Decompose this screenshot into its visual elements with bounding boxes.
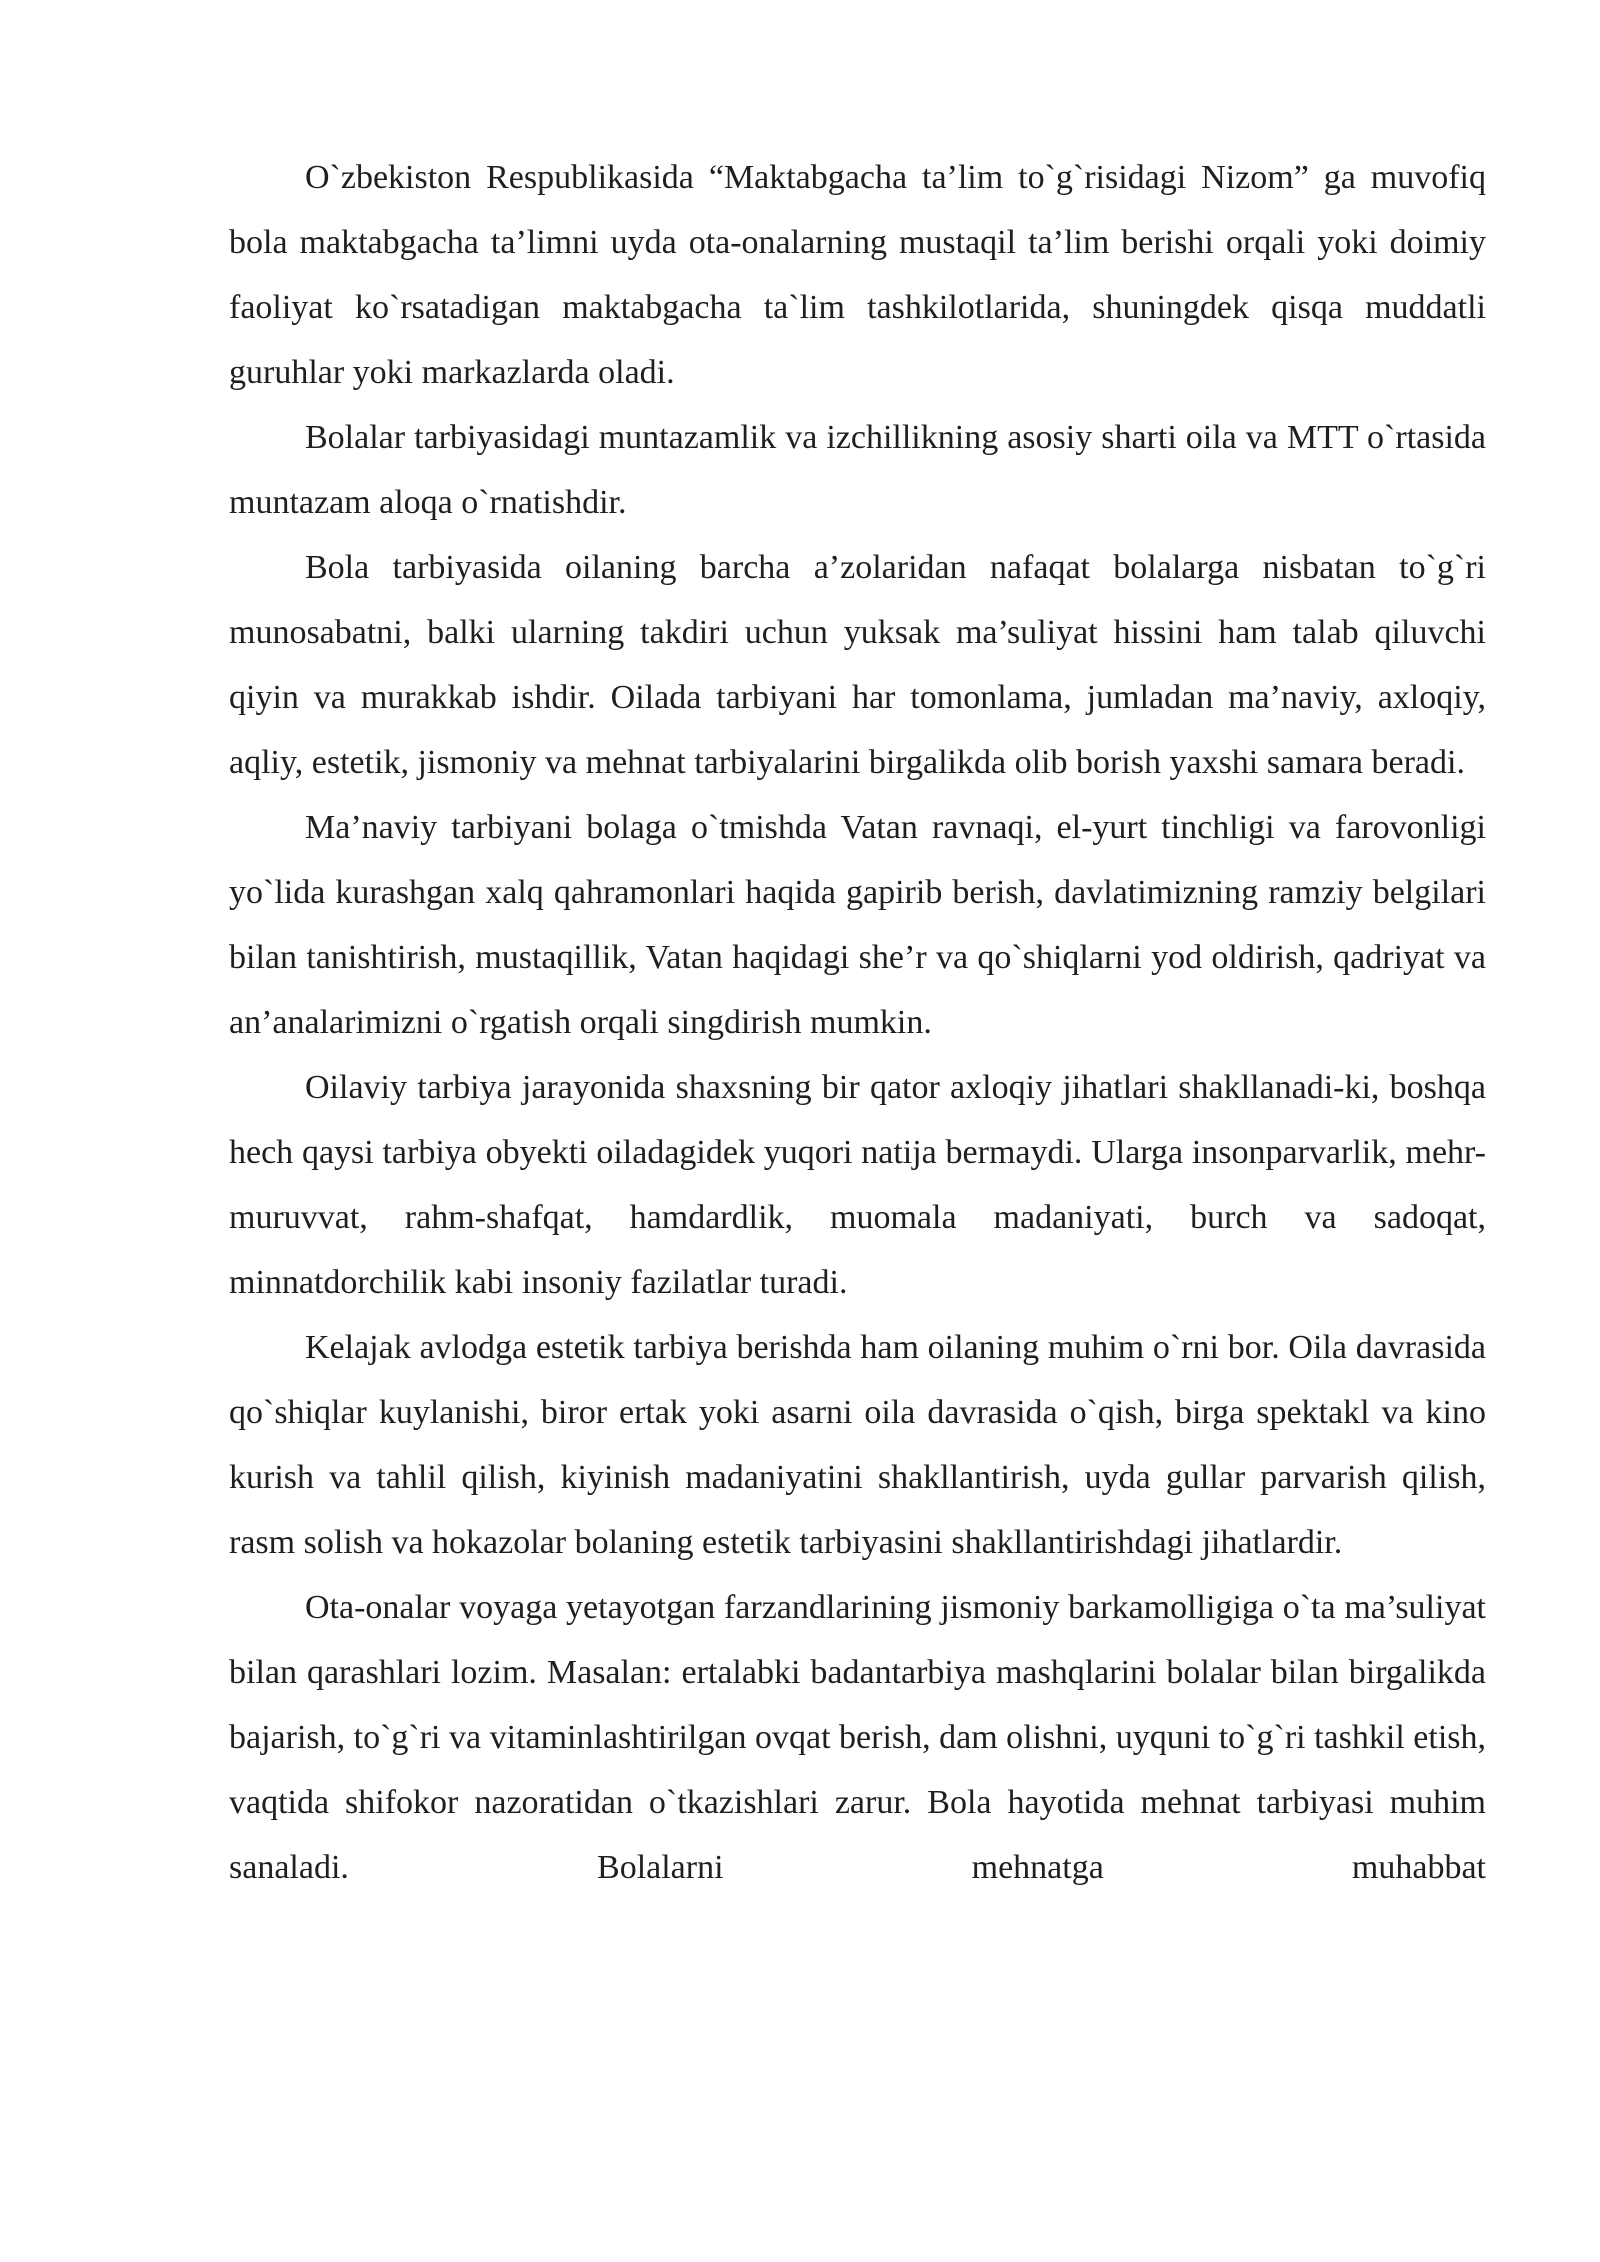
- paragraph-nizom: O`zbekiston Respublikasida “Maktabgacha ta’lim to`g`risidagi Nizom” ga muvofiq bola maktabgacha ta’limni uyda ota-onalarning mustaqil ta’lim berishi orqali yoki doimiy faoliyat ko`rsatadigan maktabgacha ta`lim tashkilotlarida, shuningdek qisqa muddatli guruhlar yoki markazlarda oladi.: [229, 159, 1486, 391]
- paragraph-estetik-tarbiya: Kelajak avlodga estetik tarbiya berishda ham oilaning muhim o`rni bor. Oila davrasida qo`shiqlar kuylanishi, biror ertak yoki asarni oila davrasida o`qish, birga spektakl va kino kurish va tahlil qilish, kiyinish madaniyatini shakllantirish, uyda gullar parvarish qilish, rasm solish va hokazolar bolaning estetik tarbiyasini shakllantirishdagi jihatlardir.: [229, 1329, 1486, 1561]
- paragraph-muntazamlik: Bolalar tarbiyasidagi muntazamlik va izchillikning asosiy sharti oila va MTT o`rtasida muntazam aloqa o`rnatishdir.: [229, 419, 1486, 521]
- document-body: [229, 145, 1486, 1900]
- paragraph-manaviy-tarbiya: Ma’naviy tarbiyani bolaga o`tmishda Vatan ravnaqi, el-yurt tinchligi va farovonligi yo`lida kurashgan xalq qahramonlari haqida gapirib berish, davlatimizning ramziy belgilari bilan tanishtirish, mustaqillik, Vatan haqidagi she’r va qo`shiqlarni yod oldirish, qadriyat va an’analarimizni o`rgatish orqali singdirish mumkin.: [229, 809, 1486, 1041]
- paragraph-axloqiy-tarbiya: Oilaviy tarbiya jarayonida shaxsning bir qator axloqiy jihatlari shakllanadi-ki, boshqa hech qaysi tarbiya obyekti oiladagidek yuqori natija bermaydi. Ularga insonparvarlik, mehr-muruvvat, rahm-shafqat, hamdardlik, muomala madaniyati, burch va sadoqat, minnatdorchilik kabi insoniy fazilatlar turadi.: [229, 1069, 1486, 1301]
- paragraph-jismoniy-tarbiya: Ota-onalar voyaga yetayotgan farzandlarining jismoniy barkamolligiga o`ta ma’suliyat bilan qarashlari lozim. Masalan: ertalabki badantarbiya mashqlarini bolalar bilan birgalikda bajarish, to`g`ri va vitaminlashtirilgan ovqat berish, dam olishni, uyquni to`g`ri tashkil etish, vaqtida shifokor nazoratidan o`tkazishlari zarur. Bola hayotida mehnat tarbiyasi muhim sanaladi. Bolalarni mehnatga muhabbat: [229, 1589, 1486, 1886]
- paragraph-oila-tarbiyasi: Bola tarbiyasida oilaning barcha a’zolaridan nafaqat bolalarga nisbatan to`g`ri munosabatni, balki ularning takdiri uchun yuksak ma’suliyat hissini ham talab qiluvchi qiyin va murakkab ishdir. Oilada tarbiyani har tomonlama, jumladan ma’naviy, axloqiy, aqliy, estetik, jismoniy va mehnat tarbiyalarini birgalikda olib borish yaxshi samara beradi.: [229, 549, 1486, 781]
